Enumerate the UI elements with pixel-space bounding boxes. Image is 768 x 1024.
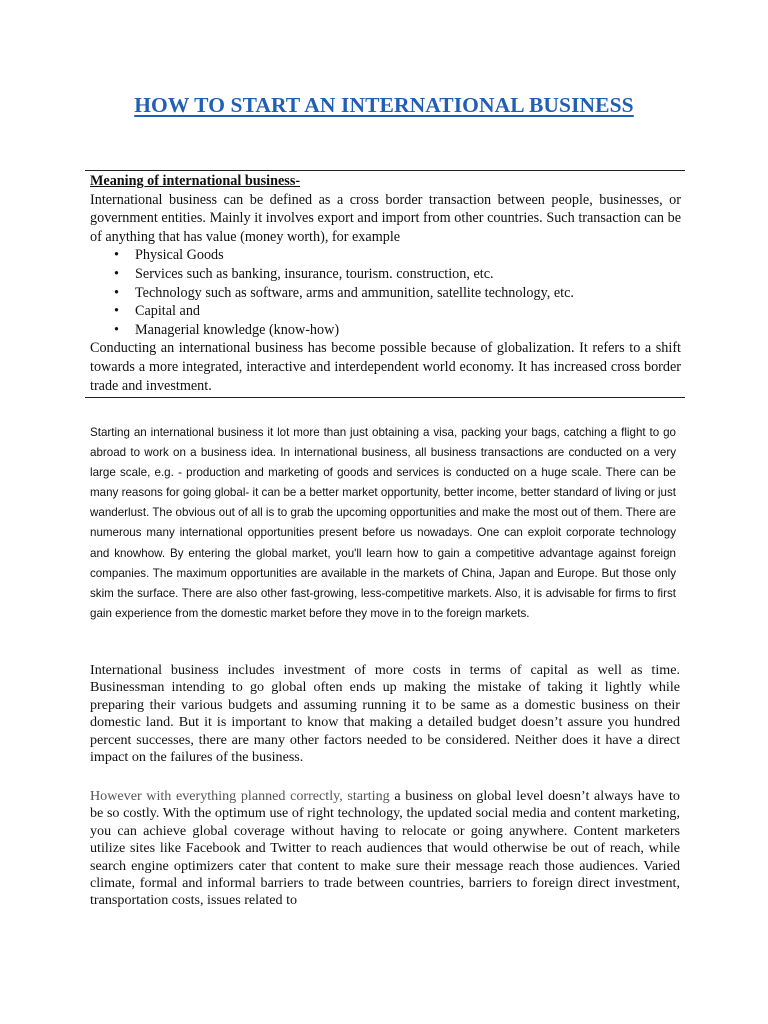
list-item: • Managerial knowledge (know-how) <box>114 321 340 338</box>
list-item: • Technology such as software, arms and ammunition, satellite technology, etc. <box>114 284 574 301</box>
bullet-icon: • <box>114 247 119 264</box>
definition-box <box>85 170 685 398</box>
examples-list <box>90 246 681 339</box>
document-title: HOW TO START AN INTERNATIONAL BUSINESS <box>134 93 634 117</box>
body-paragraph-2: International business includes investment of more costs in terms of capital as well as time. Businessman intending to go global often ends up making the mistake of taking it lightly while preparing their various budgets and assuming running it to be same as a domestic business on their domestic land. But it is important to know that making a detailed budget doesn’t assure you hundred percent successes, there are many other factors needed to be considered. Neither does it have a direct impact on the failures of the business. <box>90 662 680 766</box>
body-paragraph-3 <box>90 788 680 910</box>
bullet-icon: • <box>114 321 119 338</box>
list-item: • Physical Goods <box>114 247 224 264</box>
bullet-icon: • <box>114 303 119 320</box>
section-heading: Meaning of international business- <box>90 173 301 189</box>
paragraph-rest: a business on global level doesn’t always have to be so costly. With the optimum use of right technology, the updated social media and content marketing, you can achieve global coverage without having to relocate or going anywhere. Content marketers utilize sites like Facebook and Twitter to reach audiences that would otherwise be out of reach, while search engine optimizers cater that content to make sure their message reach those audiences. Varied climate, formal and informal barriers to trade between countries, barriers to foreign direct investment, transportation costs, issues related to <box>90 788 680 909</box>
body-paragraph-1: Starting an international business it lot more than just obtaining a visa, packing your bags, catching a flight to go abroad to work on a business idea. In international business, all business transactions are conducted on a very large scale, e.g. - production and marketing of goods and services is conducted on a huge scale. There can be many reasons for going global- it can be a better market opportunity, better income, better standard of living or just wanderlust. The obvious out of all is to grab the upcoming opportunities and make the most out of them. There are numerous many international opportunities present before us nowadays. One can exploit corporate technology and knowhow. By entering the global market, you'll learn how to gain a competitive advantage against foreign companies. The maximum opportunities are available in the markets of China, Japan and Europe. But those only skim the surface. There are also other fast-growing, less-competitive markets. Also, it is advisable for firms to first gain experience from the domestic market before they move in to the foreign markets. <box>90 426 676 620</box>
definition-closing: Conducting an international business has become possible because of globalization. It refers to a shift towards a more integrated, interactive and interdependent world economy. It has increased cross border trade and investment. <box>90 340 681 394</box>
definition-intro: International business can be defined as a cross border transaction between people, businesses, or government entities. Mainly it involves export and import from other countries. Such transaction can be of anything that has value (money worth), for example <box>90 191 681 245</box>
list-item: • Services such as banking, insurance, tourism. construction, etc. <box>114 265 494 282</box>
list-item: • Capital and <box>114 303 201 320</box>
paragraph-lead: However with everything planned correctly, starting <box>90 788 390 804</box>
bullet-icon: • <box>114 284 119 301</box>
bullet-icon: • <box>114 265 119 282</box>
